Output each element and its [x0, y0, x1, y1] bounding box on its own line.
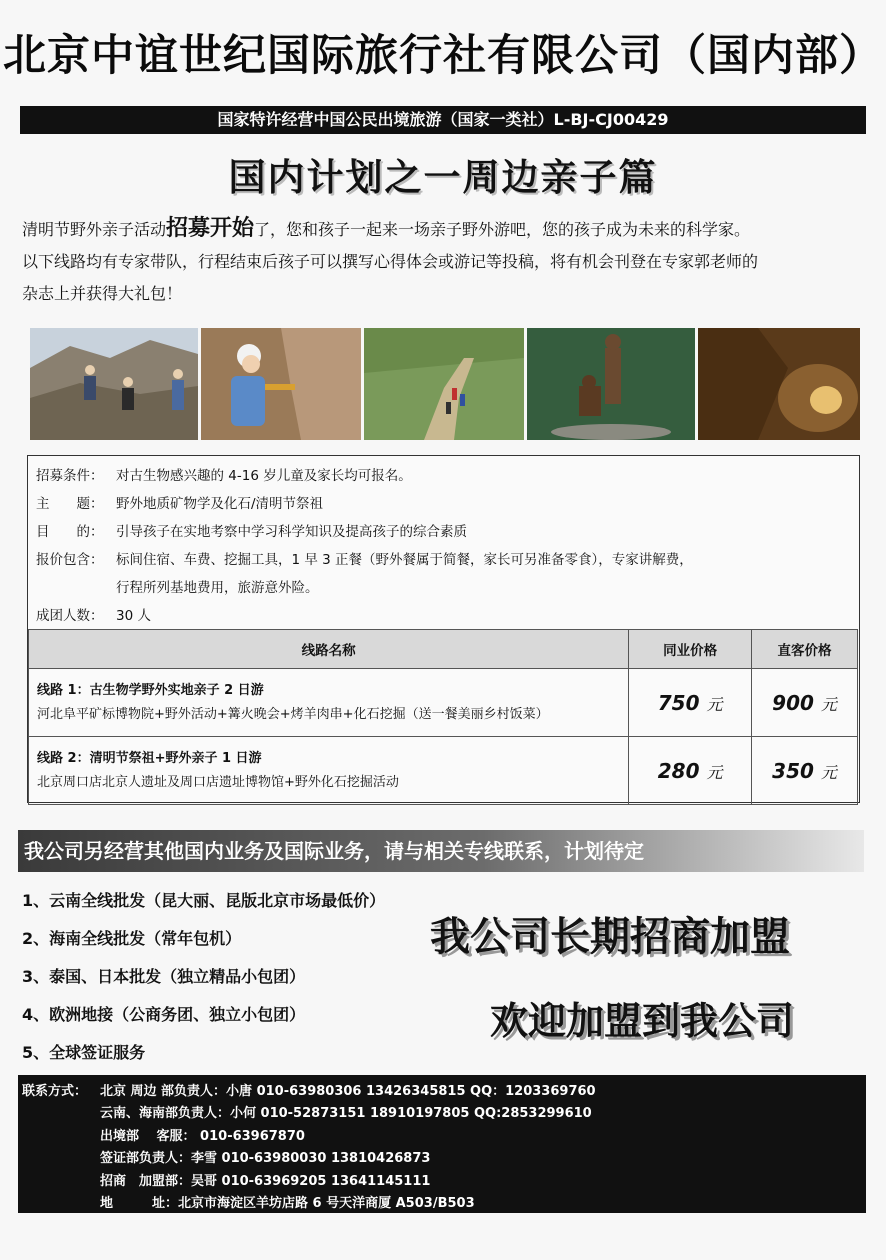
direct-price	[752, 669, 858, 737]
contact-line-4: 签证部负责人：李雪 010-63980030 13810426873	[100, 1151, 431, 1166]
photo-strip	[30, 328, 860, 440]
group-size-label: 成团人数：	[36, 608, 104, 624]
trade-price-value: 750	[657, 690, 700, 715]
price-unit: 元	[706, 762, 723, 782]
table-row	[29, 737, 858, 805]
trade-price	[629, 737, 752, 805]
contact-label: 联系方式：	[22, 1084, 88, 1099]
route-title: 线路 2：清明节祭祖+野外亲子 1 日游	[37, 750, 262, 766]
service-item: 1、云南全线批发（昆大丽、昆版北京市场最低价）	[22, 891, 386, 910]
contact-line-6: 地 址：北京市海淀区羊坊店路 6 号天洋商厦 A503/B503	[100, 1196, 475, 1211]
route-table	[28, 629, 858, 805]
price-unit: 元	[820, 762, 837, 782]
details-box	[27, 455, 860, 803]
route-title: 线路 1：古生物学野外实地亲子 2 日游	[37, 682, 264, 698]
route-desc: 北京周口店北京人遗址及周口店遗址博物馆+野外化石挖掘活动	[37, 774, 399, 790]
service-item: 3、泰国、日本批发（独立精品小包团）	[22, 967, 306, 986]
intro-text	[22, 216, 872, 307]
service-item: 2、海南全线批发（常年包机）	[22, 929, 242, 948]
intro-line-1	[22, 216, 872, 243]
purpose-row	[36, 520, 467, 540]
theme-row	[36, 492, 323, 512]
contact-block	[18, 1075, 866, 1213]
theme-value: 野外地质矿物学及化石/清明节祭祖	[116, 496, 324, 512]
license-bar: 国家特许经营中国公民出境旅游（国家一类社）L-BJ-CJ00429	[20, 106, 866, 134]
route-desc: 河北阜平矿标博物院+野外活动+篝火晚会+烤羊肉串+化石挖掘（送一餐美丽乡村饭菜）	[37, 706, 549, 722]
photo-tunnel	[698, 328, 860, 440]
intro-line-1-post: 了，您和孩子一起来一场亲子野外游吧，您的孩子成为未来的科学家。	[254, 220, 751, 239]
header-direct-price: 直客价格	[752, 630, 858, 669]
direct-price	[752, 737, 858, 805]
price-includes-row	[36, 548, 693, 568]
contact-line-1: 北京 周边 部负责人：小唐 010-63980306 13426345815 QQ：1203369760	[100, 1084, 596, 1099]
service-item: 4、欧洲地接（公商务团、独立小包团）	[22, 1005, 306, 1024]
price-includes-label: 报价包含：	[36, 552, 104, 568]
direct-price-value: 350	[772, 758, 814, 783]
photo-caveman-statue	[527, 328, 695, 440]
group-size-value: 30 人	[116, 608, 151, 624]
welcome-slogan: 欢迎加盟到我公司	[490, 999, 795, 1043]
intro-line-1-pre: 清明节野外亲子活动	[22, 220, 167, 239]
recruit-row	[36, 464, 412, 484]
price-includes-value-1: 标间住宿、车费、挖掘工具，1 早 3 正餐（野外餐属于简餐，家长可另准备零食），专家讲解费，	[116, 552, 693, 568]
table-row	[29, 669, 858, 737]
photo-hiking-trail	[364, 328, 524, 440]
contact-line-3: 出境部 客服： 010-63967870	[100, 1129, 305, 1144]
plan-title: 国内计划之一周边亲子篇	[228, 156, 658, 199]
intro-line-3: 杂志上并获得大礼包！	[22, 284, 183, 303]
route-cell	[29, 669, 629, 737]
intro-line-2: 以下线路均有专家带队，行程结束后孩子可以撰写心得体会或游记等投稿，将有机会刊登在专家郭老师的	[22, 252, 759, 271]
header-trade-price: 同业价格	[629, 630, 752, 669]
recruit-label: 招募条件：	[36, 468, 104, 484]
contact-line-5: 招商 加盟部：吴哥 010-63969205 13641145111	[100, 1174, 431, 1189]
trade-price-value: 280	[657, 758, 700, 783]
price-includes-value-2: 行程所列基地费用，旅游意外险。	[116, 580, 319, 596]
service-item: 5、全球签证服务	[22, 1043, 146, 1062]
price-unit: 元	[706, 694, 723, 714]
price-unit: 元	[820, 694, 837, 714]
purpose-label: 目 的：	[36, 524, 104, 540]
header-route-name: 线路名称	[29, 630, 629, 669]
route-table-header	[29, 630, 858, 669]
recruit-start-highlight: 招募开始	[166, 216, 255, 241]
purpose-value: 引导孩子在实地考察中学习科学知识及提高孩子的综合素质	[116, 524, 467, 540]
other-business-banner: 我公司另经营其他国内业务及国际业务，请与相关专线联系，计划待定	[18, 830, 864, 872]
direct-price-value: 900	[772, 690, 814, 715]
route-cell	[29, 737, 629, 805]
company-name: 北京中谊世纪国际旅行社有限公司（国内部）	[3, 31, 883, 81]
trade-price	[629, 669, 752, 737]
theme-label: 主 题：	[36, 496, 104, 512]
photo-child-digging	[201, 328, 361, 440]
recruit-value: 对古生物感兴趣的 4-16 岁儿童及家长均可报名。	[116, 468, 412, 484]
franchise-slogan: 我公司长期招商加盟	[430, 914, 790, 960]
contact-line-2: 云南、海南部负责人：小何 010-52873151 18910197805 QQ:2853299610	[100, 1106, 592, 1121]
photo-mountain-hikers	[30, 328, 198, 440]
group-size-row	[36, 604, 151, 624]
